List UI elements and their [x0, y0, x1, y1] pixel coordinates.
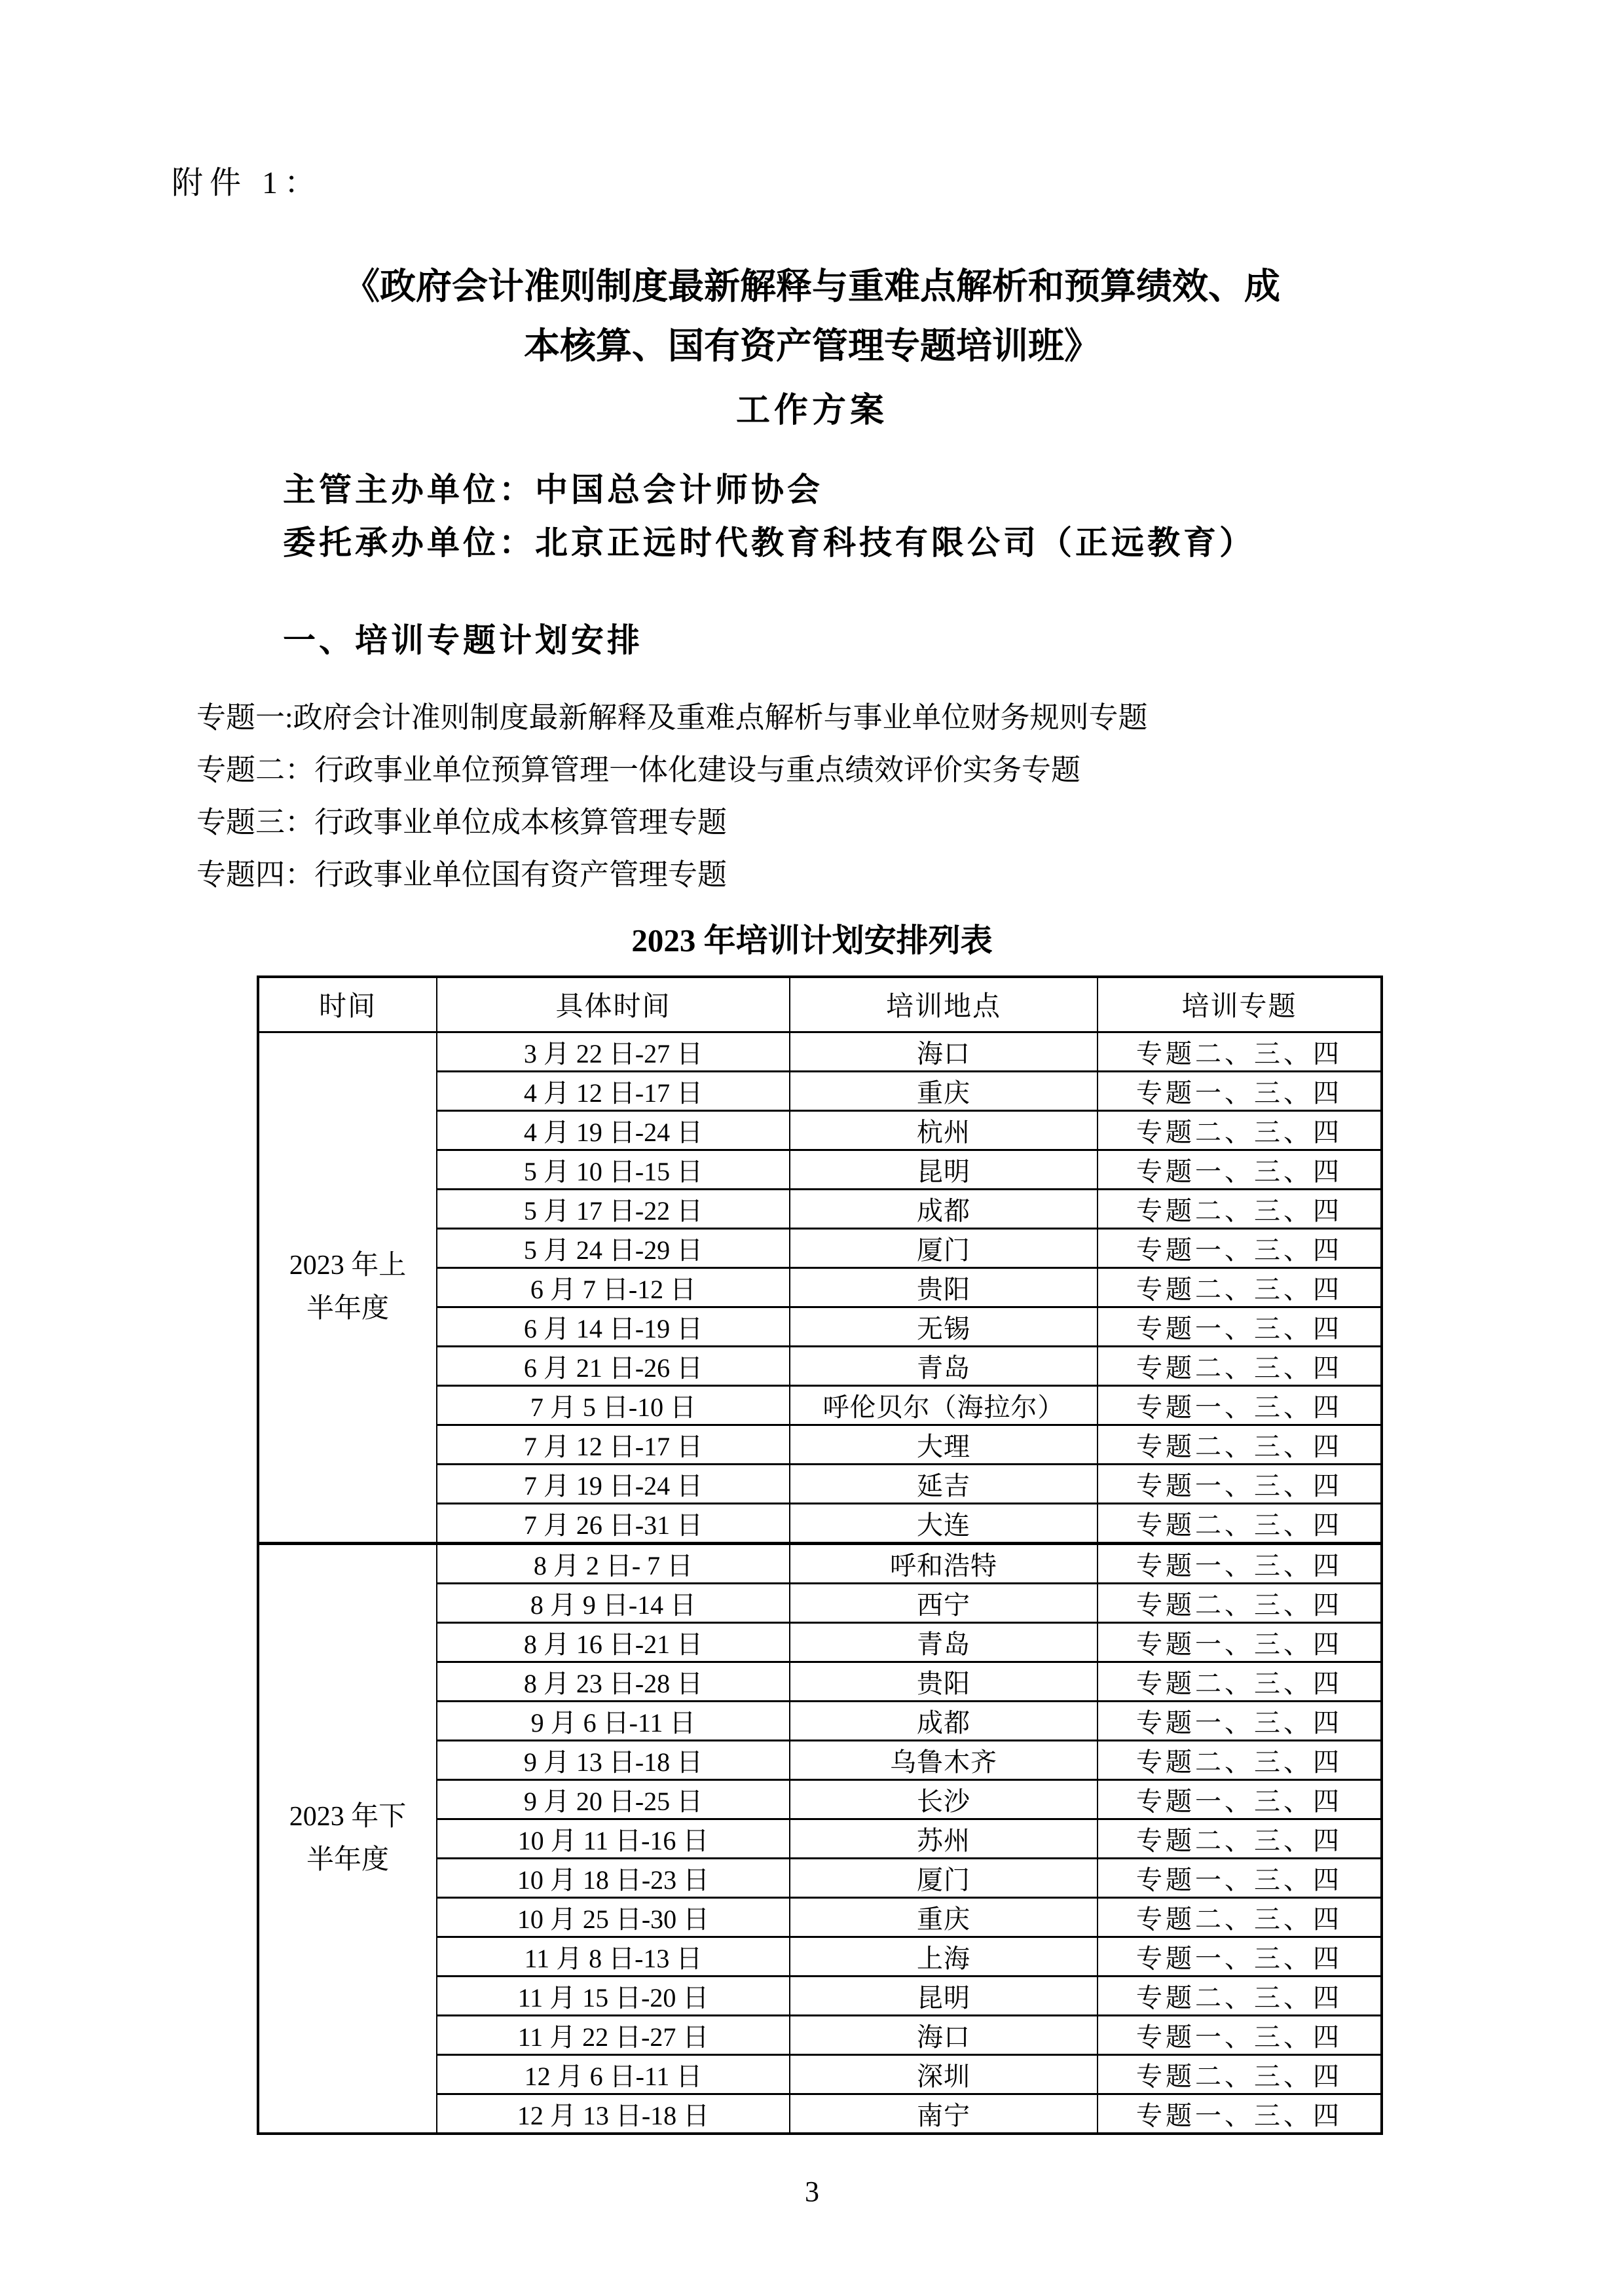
dates-cell: 5 月 24 日-29 日	[437, 1228, 790, 1267]
location-cell: 延吉	[790, 1464, 1098, 1503]
dates-cell: 11 月 22 日-27 日	[437, 2015, 790, 2054]
topics-cell: 专题一、三、四	[1098, 1779, 1382, 1819]
topics-cell: 专题二、三、四	[1098, 1897, 1382, 1937]
dates-cell: 10 月 18 日-23 日	[437, 1858, 790, 1897]
period-line: 半年度	[306, 1845, 389, 1875]
topics-cell: 专题二、三、四	[1098, 2054, 1382, 2094]
topic-item-1: 专题一:政府会计准则制度最新解释及重难点解析与事业单位财务规则专题	[196, 701, 1148, 734]
topics-cell: 专题二、三、四	[1098, 1976, 1382, 2015]
dates-cell: 12 月 13 日-18 日	[437, 2094, 790, 2134]
period-line: 2023 年下	[289, 1802, 407, 1832]
dates-cell: 7 月 12 日-17 日	[437, 1425, 790, 1464]
topics-cell: 专题二、三、四	[1098, 1032, 1382, 1071]
schedule-section-2	[258, 1543, 1382, 2134]
location-cell: 厦门	[790, 1858, 1098, 1897]
location-cell: 苏州	[790, 1819, 1098, 1858]
table-row	[258, 1032, 1382, 1071]
dates-cell: 6 月 7 日-12 日	[437, 1267, 790, 1307]
document-title-line2: 本核算、国有资产管理专题培训班》	[523, 326, 1100, 366]
document-title-line1: 《政府会计准则制度最新解释与重难点解析和预算绩效、成	[343, 266, 1280, 306]
topics-cell: 专题一、三、四	[1098, 1701, 1382, 1740]
location-cell: 青岛	[790, 1346, 1098, 1385]
column-header-dates: 具体时间	[437, 977, 790, 1032]
organizer-host-label: 主管主办单位：	[283, 471, 535, 508]
document-title	[157, 257, 1467, 376]
location-cell: 海口	[790, 2015, 1098, 2054]
location-cell: 长沙	[790, 1779, 1098, 1819]
topic-item-3: 专题三：行政事业单位成本核算管理专题	[196, 806, 728, 839]
topics-cell: 专题一、三、四	[1098, 1858, 1382, 1897]
period-line: 2023 年上	[289, 1250, 407, 1281]
schedule-section-1	[258, 1032, 1382, 1543]
topics-cell: 专题一、三、四	[1098, 1464, 1382, 1503]
dates-cell: 3 月 22 日-27 日	[437, 1032, 790, 1071]
topics-cell: 专题二、三、四	[1098, 1425, 1382, 1464]
period-cell	[258, 1543, 437, 2134]
dates-cell: 9 月 20 日-25 日	[437, 1779, 790, 1819]
topics-cell: 专题一、三、四	[1098, 1622, 1382, 1662]
dates-cell: 12 月 6 日-11 日	[437, 2054, 790, 2094]
location-cell: 成都	[790, 1189, 1098, 1228]
topics-cell: 专题二、三、四	[1098, 1267, 1382, 1307]
dates-cell: 9 月 6 日-11 日	[437, 1701, 790, 1740]
dates-cell: 8 月 9 日-14 日	[437, 1583, 790, 1622]
topics-cell: 专题二、三、四	[1098, 1583, 1382, 1622]
document-subtitle: 工作方案	[735, 392, 888, 429]
period-cell	[258, 1032, 437, 1543]
dates-cell: 8 月 23 日-28 日	[437, 1662, 790, 1701]
section-heading: 一、培训专题计划安排	[283, 622, 643, 659]
schedule-table-header	[258, 977, 1382, 1032]
table-row	[258, 1543, 1382, 1583]
location-cell: 重庆	[790, 1071, 1098, 1110]
location-cell: 呼伦贝尔（海拉尔）	[790, 1385, 1098, 1425]
topics-cell: 专题二、三、四	[1098, 1346, 1382, 1385]
location-cell: 呼和浩特	[790, 1543, 1098, 1583]
dates-cell: 9 月 13 日-18 日	[437, 1740, 790, 1779]
schedule-table-title: 2023 年培训计划安排列表	[631, 922, 993, 958]
dates-cell: 6 月 21 日-26 日	[437, 1346, 790, 1385]
dates-cell: 4 月 12 日-17 日	[437, 1071, 790, 1110]
location-cell: 西宁	[790, 1583, 1098, 1622]
period-line: 半年度	[306, 1294, 389, 1324]
dates-cell: 7 月 19 日-24 日	[437, 1464, 790, 1503]
location-cell: 大连	[790, 1503, 1098, 1543]
dates-cell: 10 月 25 日-30 日	[437, 1897, 790, 1937]
topics-cell: 专题二、三、四	[1098, 1503, 1382, 1543]
topics-cell: 专题一、三、四	[1098, 1071, 1382, 1110]
topic-item-4: 专题四：行政事业单位国有资产管理专题	[196, 858, 728, 891]
topic-list	[196, 691, 1148, 901]
organizer-undertaker-value: 北京正远时代教育科技有限公司（正远教育）	[535, 524, 1255, 561]
organizer-undertaker-label: 委托承办单位：	[283, 524, 535, 561]
location-cell: 杭州	[790, 1110, 1098, 1150]
topics-cell: 专题一、三、四	[1098, 1543, 1382, 1583]
dates-cell: 11 月 15 日-20 日	[437, 1976, 790, 2015]
topics-cell: 专题一、三、四	[1098, 1150, 1382, 1189]
topics-cell: 专题一、三、四	[1098, 1228, 1382, 1267]
location-cell: 重庆	[790, 1897, 1098, 1937]
location-cell: 大理	[790, 1425, 1098, 1464]
column-header-topics: 培训专题	[1098, 977, 1382, 1032]
location-cell: 上海	[790, 1937, 1098, 1976]
dates-cell: 4 月 19 日-24 日	[437, 1110, 790, 1150]
dates-cell: 11 月 8 日-13 日	[437, 1937, 790, 1976]
dates-cell: 8 月 2 日- 7 日	[437, 1543, 790, 1583]
header-row	[258, 977, 1382, 1032]
location-cell: 成都	[790, 1701, 1098, 1740]
dates-cell: 5 月 10 日-15 日	[437, 1150, 790, 1189]
topics-cell: 专题二、三、四	[1098, 1740, 1382, 1779]
topics-cell: 专题一、三、四	[1098, 2015, 1382, 2054]
topics-cell: 专题一、三、四	[1098, 2094, 1382, 2134]
dates-cell: 7 月 26 日-31 日	[437, 1503, 790, 1543]
organizer-line-undertaker	[283, 517, 1255, 570]
column-header-location: 培训地点	[790, 977, 1098, 1032]
organizer-line-host	[283, 464, 1255, 517]
location-cell: 无锡	[790, 1307, 1098, 1346]
topic-item-2: 专题二：行政事业单位预算管理一体化建设与重点绩效评价实务专题	[196, 754, 1081, 786]
topics-cell: 专题二、三、四	[1098, 1189, 1382, 1228]
topics-cell: 专题二、三、四	[1098, 1819, 1382, 1858]
location-cell: 昆明	[790, 1976, 1098, 2015]
dates-cell: 8 月 16 日-21 日	[437, 1622, 790, 1662]
location-cell: 昆明	[790, 1150, 1098, 1189]
topics-cell: 专题一、三、四	[1098, 1937, 1382, 1976]
location-cell: 乌鲁木齐	[790, 1740, 1098, 1779]
dates-cell: 7 月 5 日-10 日	[437, 1385, 790, 1425]
topics-cell: 专题一、三、四	[1098, 1385, 1382, 1425]
location-cell: 贵阳	[790, 1267, 1098, 1307]
column-header-period: 时间	[258, 977, 437, 1032]
location-cell: 南宁	[790, 2094, 1098, 2134]
location-cell: 深圳	[790, 2054, 1098, 2094]
page-number: 3	[805, 2176, 819, 2208]
location-cell: 贵阳	[790, 1662, 1098, 1701]
organizer-host-value: 中国总会计师协会	[535, 471, 823, 508]
attachment-label: 附件 1：	[172, 166, 323, 200]
location-cell: 青岛	[790, 1622, 1098, 1662]
organizer-block	[283, 464, 1255, 570]
location-cell: 厦门	[790, 1228, 1098, 1267]
dates-cell: 6 月 14 日-19 日	[437, 1307, 790, 1346]
dates-cell: 10 月 11 日-16 日	[437, 1819, 790, 1858]
topics-cell: 专题二、三、四	[1098, 1110, 1382, 1150]
schedule-table	[257, 975, 1383, 2135]
dates-cell: 5 月 17 日-22 日	[437, 1189, 790, 1228]
topics-cell: 专题一、三、四	[1098, 1307, 1382, 1346]
topics-cell: 专题二、三、四	[1098, 1662, 1382, 1701]
location-cell: 海口	[790, 1032, 1098, 1071]
